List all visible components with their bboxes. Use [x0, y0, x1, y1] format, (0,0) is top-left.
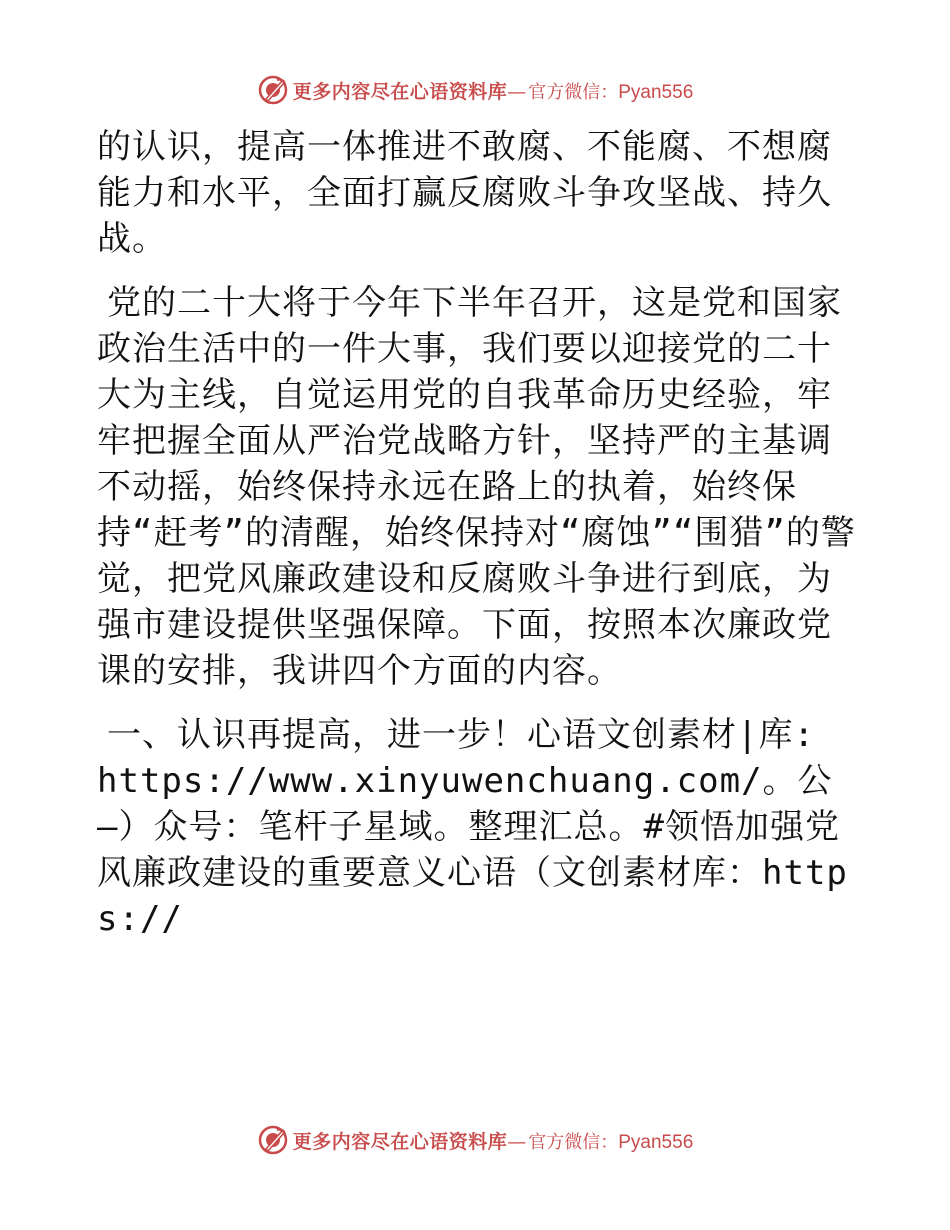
- paragraph: 的认识，提高一体推进不敢腐、不能腐、不想腐能力和水平，全面打赢反腐败斗争攻坚战、持久战。: [97, 127, 832, 259]
- paragraph: 一、认识再提高，进一步！心语文创素材|库: https://www.xinyuwenchuang.com/。公—）众号：笔杆子星域。整理汇总。#领悟加强党风廉政建设的重要意义心语（文创素材库：https://: [97, 715, 848, 939]
- header-dash: —: [507, 80, 527, 103]
- header-id-text: Pyan556: [618, 81, 694, 103]
- header-main-text: 更多内容尽在心语资料库: [292, 80, 508, 103]
- footer-banner: [0, 1120, 950, 1160]
- header-banner: [0, 70, 950, 110]
- quill-logo-icon: [257, 1124, 289, 1156]
- footer-banner-text: [293, 1127, 694, 1154]
- paragraph: 党的二十大将于今年下半年召开，这是党和国家政治生活中的一件大事，我们要以迎接党的二十大为主线，自觉运用党的自我革命历史经验，牢牢把握全面从严治党战略方针，坚持严的主基调不动摇，始终保持永远在路上的执着，始终保持“赶考”的清醒，始终保持对“腐蚀”“围猎”的警觉，把党风廉政建设和反腐败斗争进行到底，为强市建设提供坚强保障。下面，按照本次廉政党课的安排，我讲四个方面的内容。: [97, 283, 856, 691]
- footer-id-text: Pyan556: [618, 1131, 694, 1153]
- footer-main-text: 更多内容尽在心语资料库: [292, 1130, 508, 1153]
- quill-logo-icon: [257, 74, 289, 106]
- document-body: [97, 124, 857, 942]
- header-banner-text: [293, 77, 694, 104]
- footer-sub-text: 官方微信：: [528, 1131, 619, 1153]
- footer-dash: —: [507, 1130, 527, 1153]
- header-sub-text: 官方微信：: [528, 81, 619, 103]
